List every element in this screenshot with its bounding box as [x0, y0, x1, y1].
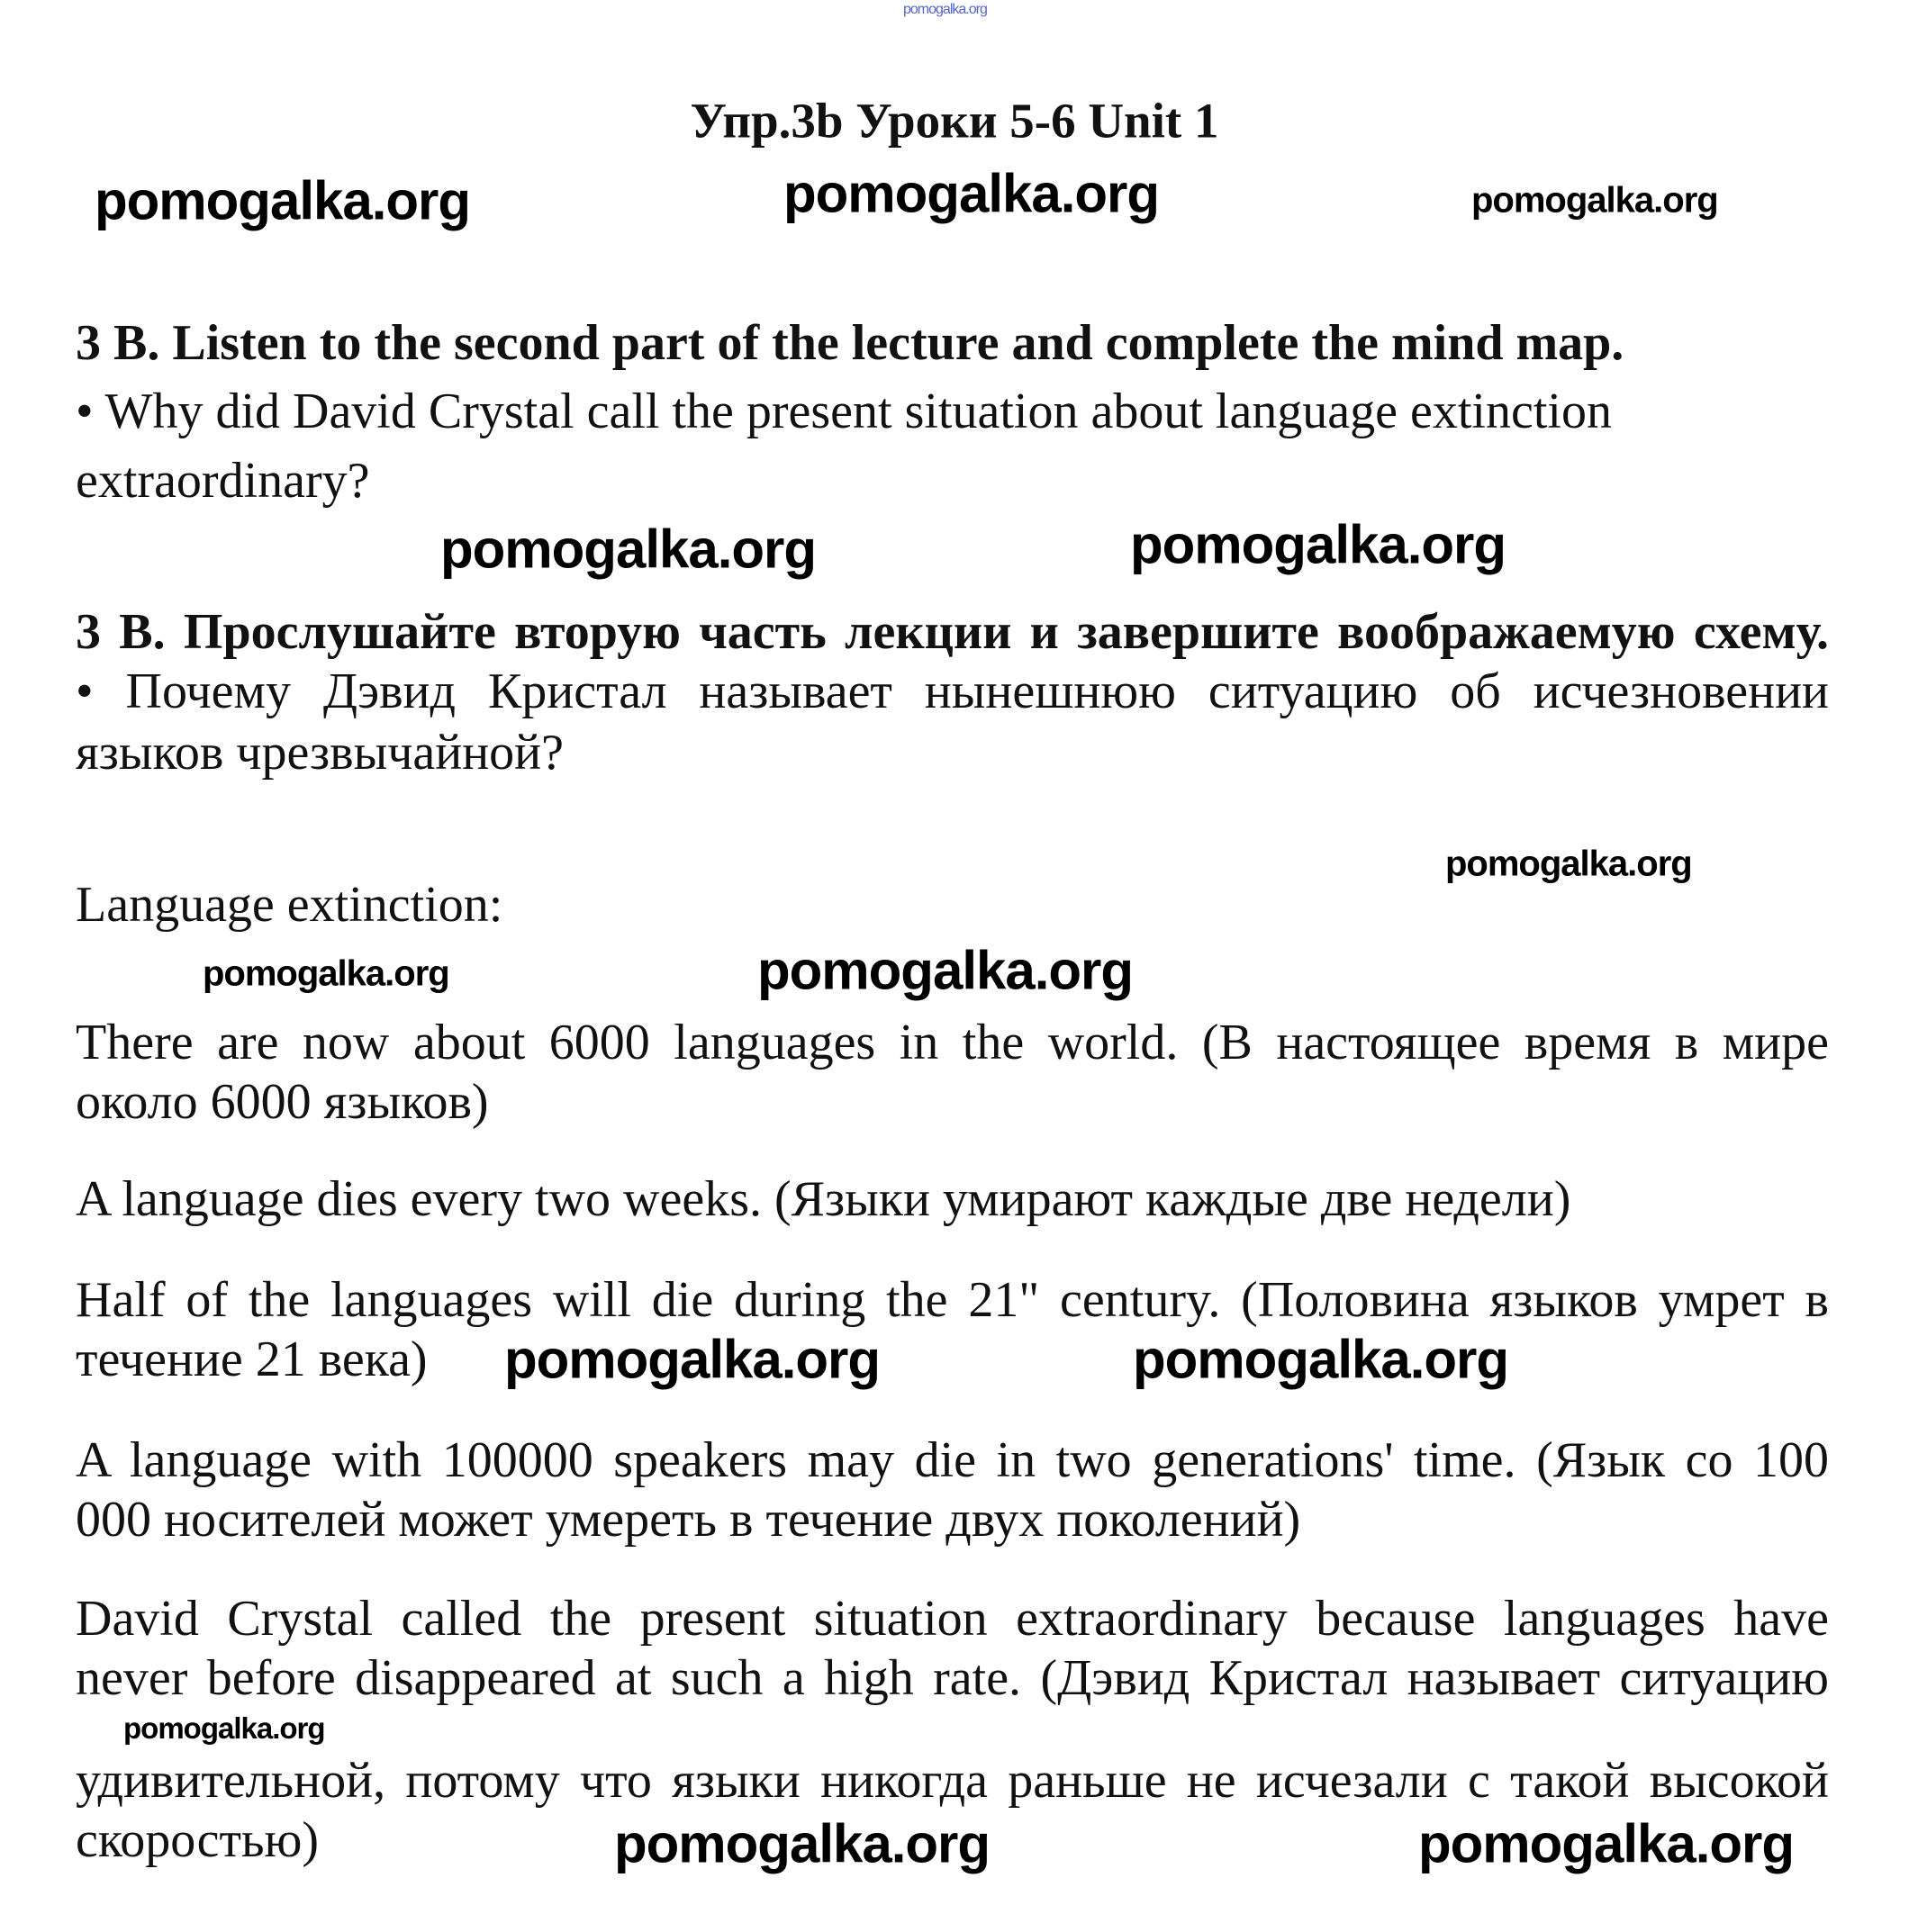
watermark: pomogalka.org — [504, 1329, 881, 1390]
watermark: pomogalka.org — [95, 170, 471, 231]
page-title: Упр.3b Уроки 5-6 Unit 1 — [690, 93, 1219, 149]
task-question-en: • Why did David Crystal call the present situation about language extinction — [76, 384, 1612, 439]
task-heading-ru: 3 В. Прослушайте вторую часть лекции и завершите воображаемую схему. — [76, 604, 1829, 660]
watermark: pomogalka.org — [614, 1813, 991, 1874]
watermark: pomogalka.org — [1418, 1813, 1795, 1874]
answer-line: There are now about 6000 languages in the world. (В настоящее время в мире — [76, 1015, 1829, 1070]
answer-line: never before disappeared at such a high rate. (Дэвид Кристал называет ситуацию — [76, 1650, 1829, 1706]
watermark: pomogalka.org — [123, 1711, 325, 1745]
answer-line: A language with 100000 speakers may die in two generations' time. (Язык со 100 — [76, 1432, 1829, 1488]
watermark-top: pomogalka.org — [903, 2, 987, 17]
answer-line: около 6000 языков) — [76, 1074, 489, 1130]
watermark: pomogalka.org — [203, 953, 449, 994]
answer-line: David Crystal called the present situation extraordinary because languages have — [76, 1591, 1829, 1647]
answer-line: удивительной, потому что языки никогда раньше не исчезали с такой высокой — [76, 1753, 1829, 1809]
watermark: pomogalka.org — [1471, 180, 1718, 221]
watermark: pomogalka.org — [1130, 514, 1506, 575]
watermark: pomogalka.org — [1133, 1329, 1509, 1390]
watermark: pomogalka.org — [1445, 844, 1692, 884]
task-question-ru: • Почему Дэвид Кристал называет нынешнюю ситуацию об исчезновении — [76, 664, 1829, 719]
watermark: pomogalka.org — [783, 163, 1160, 224]
answer-line: A language dies every two weeks. (Языки умирают каждые две недели) — [76, 1171, 1571, 1227]
task-question-ru: языков чрезвычайной? — [76, 725, 564, 781]
answer-line: скоростью) — [76, 1812, 319, 1868]
task-question-en: extraordinary? — [76, 453, 370, 509]
answer-label: Language extinction: — [76, 877, 503, 933]
answer-line: Half of the languages will die during the 21" century. (Половина языков умрет в — [76, 1272, 1829, 1328]
answer-line: 000 носителей может умереть в течение двух поколений) — [76, 1492, 1301, 1548]
watermark: pomogalka.org — [757, 940, 1134, 1001]
answer-line: течение 21 века) — [76, 1332, 428, 1387]
watermark: pomogalka.org — [440, 519, 817, 580]
task-heading-en: 3 B. Listen to the second part of the lecture and complete the mind map. — [76, 315, 1624, 371]
